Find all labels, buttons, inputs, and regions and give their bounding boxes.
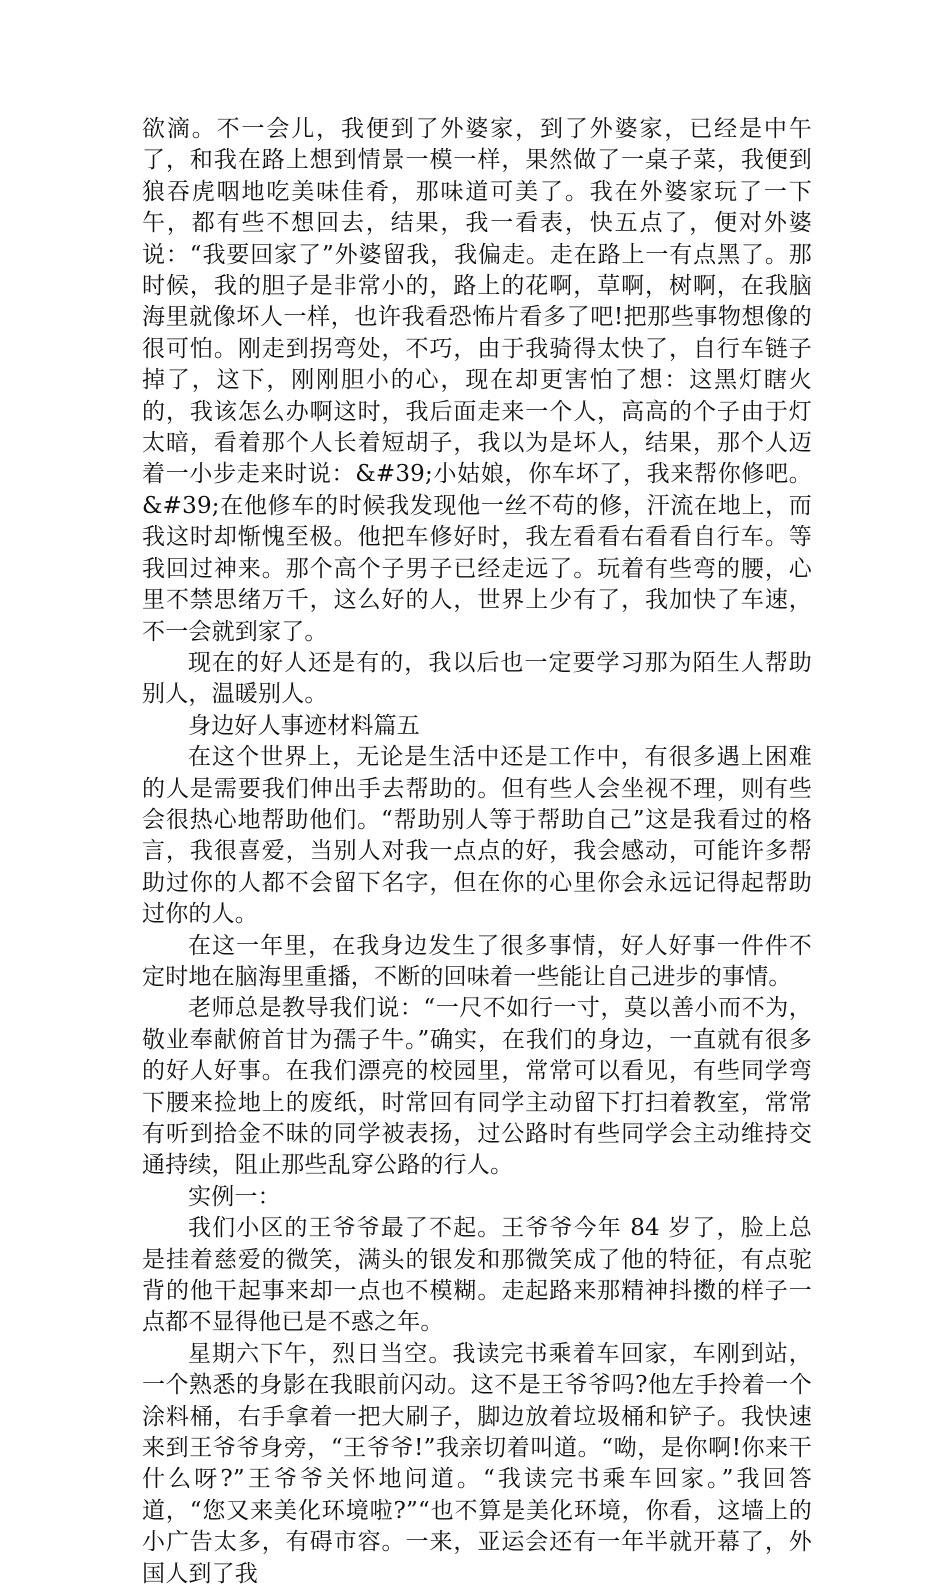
body-paragraph-2: 现在的好人还是有的，我以后也一定要学习那为陌生人帮助别人，温暖别人。 — [142, 649, 812, 708]
body-paragraph-5: 老师总是教导我们说：“一尺不如行一寸，莫以善小而不为，敬业奉献俯首甘为孺子牛。”确实，在我们的身边，一直就有很多的好人好事。在我们漂亮的校园里，常常可以看见，有些同学弯下腰来捡地上的废纸，时常回有同学主动留下打扫着教室，常常有听到拾金不昧的同学被表扬，过公路时有些同学会主动维持交通持续，阻止那些乱穿公路的行人。 — [142, 995, 812, 1179]
body-paragraph-3: 在这个世界上，无论是生活中还是工作中，有很多遇上困难的人是需要我们伸出手去帮助的。但有些人会坐视不理，则有些会很热心地帮助他们。“帮助别人等于帮助自己”这是我看过的格言，我很喜爱，当别人对我一点点的好，我会感动，可能许多帮助过你的人都不会留下名字，但在你的心里你会永远记得起帮助过你的人。 — [142, 744, 812, 928]
section-heading: 身边好人事迹材料篇五 — [188, 712, 420, 739]
body-paragraph-4: 在这一年里，在我身边发生了很多事情，好人好事一件件不定时地在脑海里重播，不断的回味着一些能让自己进步的事情。 — [142, 932, 812, 990]
document-page — [142, 114, 812, 1590]
body-paragraph-6: 我们小区的王爷爷最了不起。王爷爷今年 84 岁了，脸上总是挂着慈爱的微笑，满头的银发和那微笑成了他的特征，有点驼背的他干起事来却一点也不模糊。走起路来那精神抖擞的样子一点都不显得他已是不惑之年。 — [142, 1215, 812, 1336]
example-heading: 实例一： — [188, 1183, 281, 1210]
body-paragraph-7: 星期六下午，烈日当空。我读完书乘着车回家，车刚到站，一个熟悉的身影在我眼前闪动。这不是王爷爷吗?他左手拎着一个涂料桶，右手拿着一把大刷子，脚边放着垃圾桶和铲子。我快速来到王爷爷身旁，“王爷爷!”我亲切着叫道。“呦，是你啊!你来干什么呀?”王爷爷关怀地问道。“我读完书乘车回家。”我回答道，“您又来美化环境啦?”“也不算是美化环境，你看，这墙上的小广告太多，有碍市容。一来，亚运会还有一年半就开幕了，外国人到了我 — [142, 1340, 812, 1587]
body-paragraph-1: 欲滴。不一会儿，我便到了外婆家，到了外婆家，已经是中午了，和我在路上想到情景一模一样，果然做了一桌子菜，我便到狼吞虎咽地吃美味佳肴，那味道可美了。我在外婆家玩了一下午，都有些不想回去，结果，我一看表，快五点了，便对外婆说：“我要回家了”外婆留我，我偏走。走在路上一有点黑了。那时候，我的胆子是非常小的，路上的花啊，草啊，树啊，在我脑海里就像坏人一样，也许我看恐怖片看多了吧!把那些事物想像的很可怕。刚走到拐弯处，不巧，由于我骑得太快了，自行车链子掉了，这下，刚刚胆小的心，现在却更害怕了想：这黑灯瞎火的，我该怎么办啊这时，我后面走来一个人，高高的个子由于灯太暗，看着那个人长着短胡子，我以为是坏人，结果，那个人迈着一小步走来时说：&#39;小姑娘，你车坏了，我来帮你修吧。&#39;在他修车的时候我发现他一丝不苟的修，汗流在地上，而我这时却惭愧至极。他把车修好时，我左看看右看看自行车。等我回过神来。那个高个子男子已经走远了。玩着有些弯的腰，心里不禁思绪万千，这么好的人，世界上少有了，我加快了车速，不一会就到家了。 — [142, 116, 812, 645]
